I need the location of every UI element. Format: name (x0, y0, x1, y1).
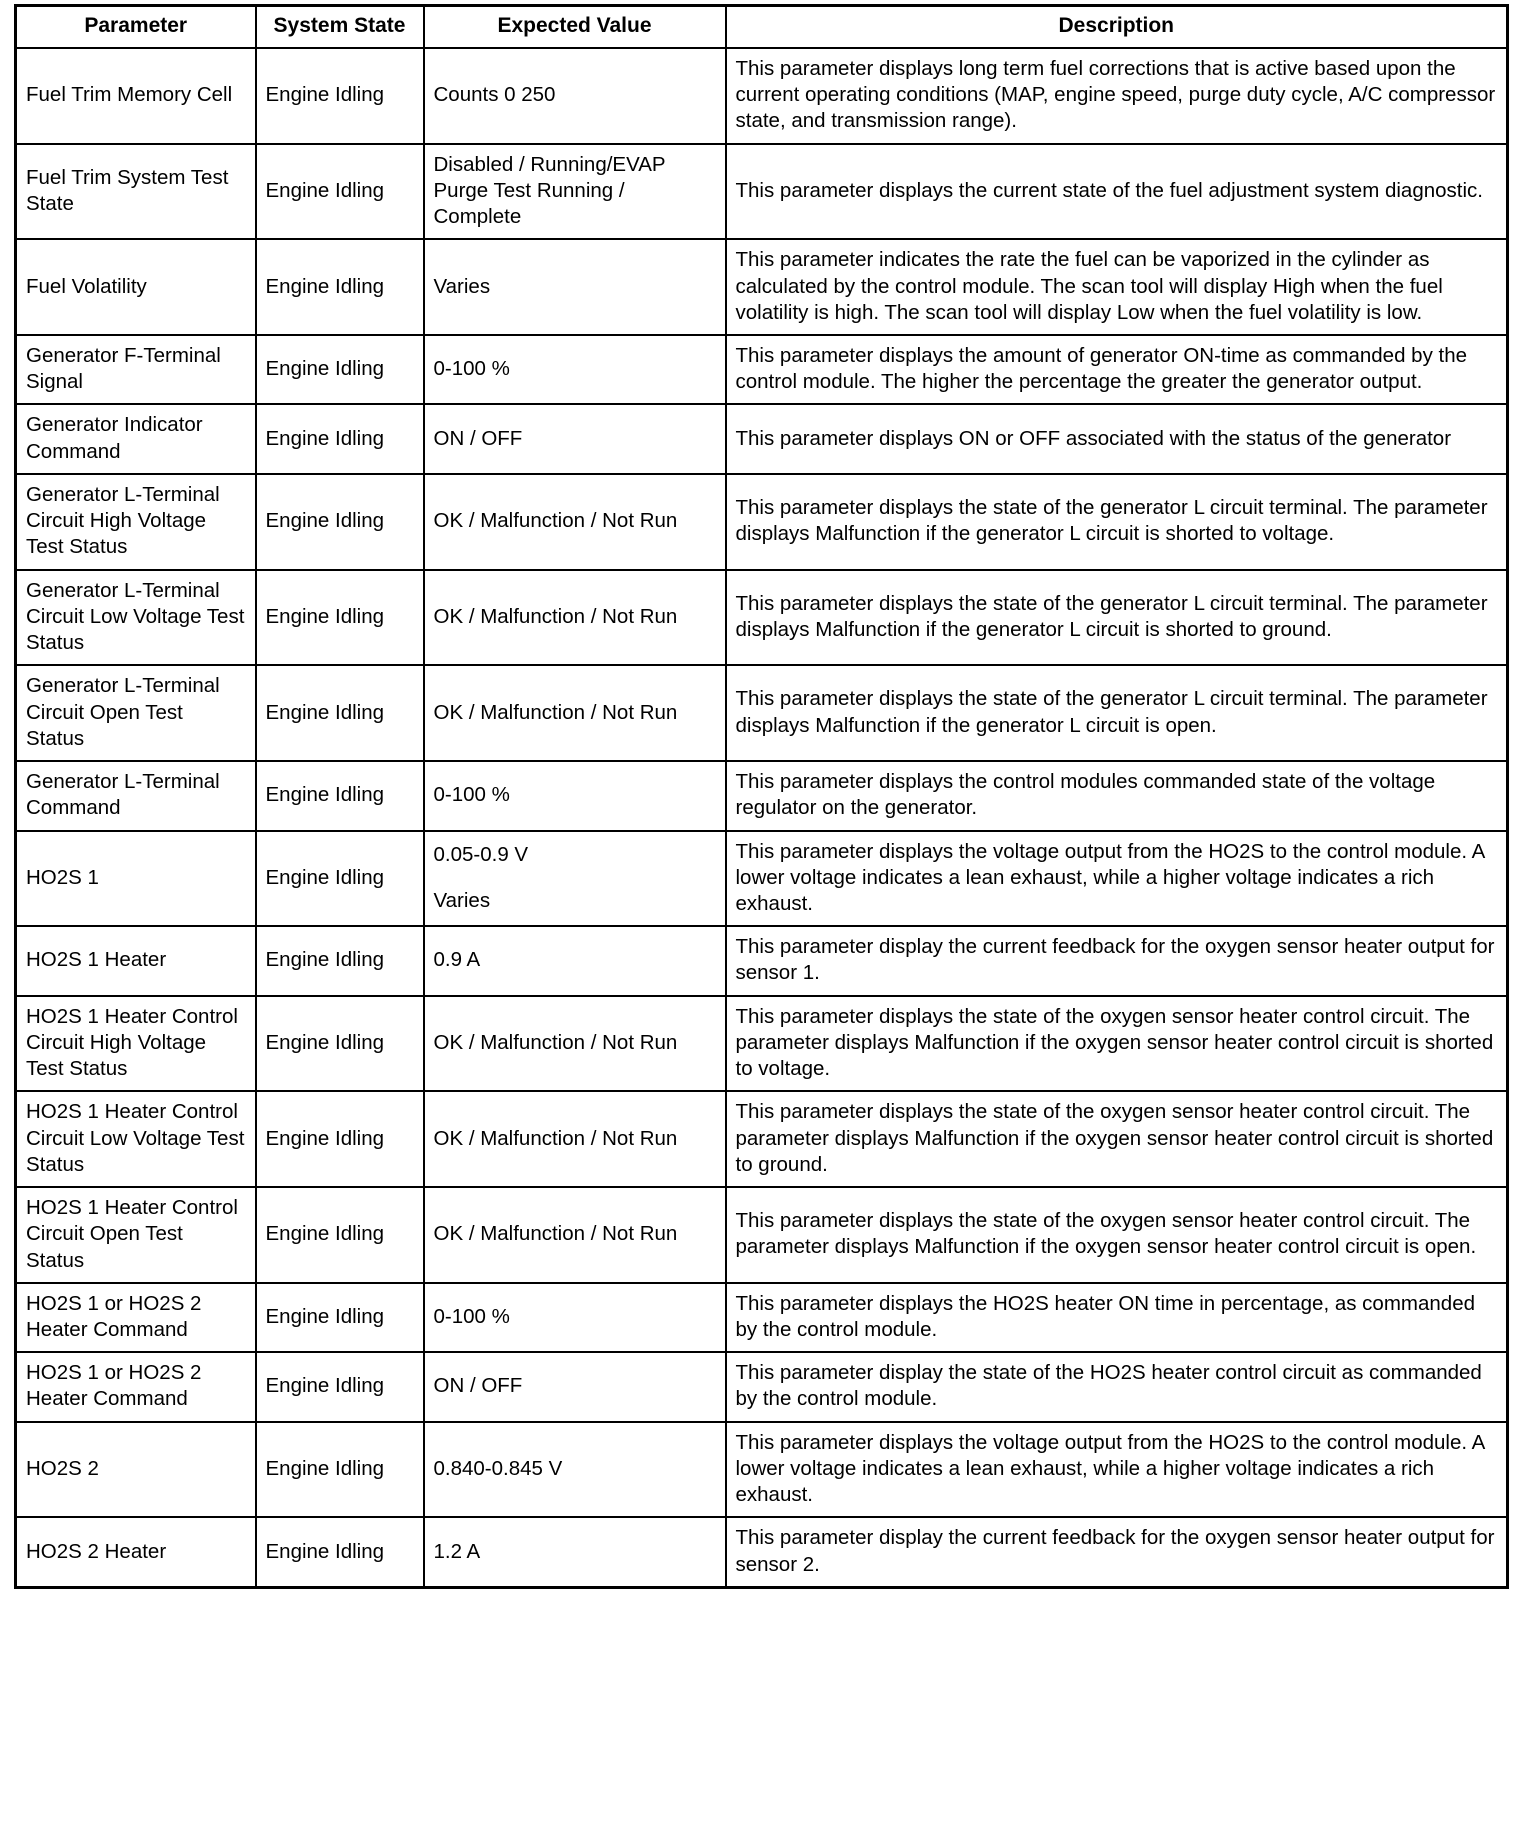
cell-description: This parameter displays the voltage output from the HO2S to the control module. A lower voltage indicates a lean exhaust, while a higher voltage indicates a rich exhaust. (726, 1422, 1508, 1518)
table-row (16, 761, 1508, 830)
cell-description: This parameter displays the state of the oxygen sensor heater control circuit. The parameter displays Malfunction if the oxygen sensor heater control circuit is shorted to voltage. (726, 996, 1508, 1092)
cell-parameter: Fuel Trim Memory Cell (16, 48, 256, 144)
cell-expected-value: OK / Malfunction / Not Run (424, 1187, 726, 1283)
cell-description: This parameter displays the state of the oxygen sensor heater control circuit. The parameter displays Malfunction if the oxygen sensor heater control circuit is open. (726, 1187, 1508, 1283)
cell-expected-value: Disabled / Running/EVAP Purge Test Running / Complete (424, 144, 726, 240)
cell-expected-value: OK / Malfunction / Not Run (424, 570, 726, 666)
cell-system-state: Engine Idling (256, 1283, 424, 1352)
cell-system-state: Engine Idling (256, 335, 424, 404)
cell-system-state: Engine Idling (256, 926, 424, 995)
cell-parameter: HO2S 2 Heater (16, 1517, 256, 1587)
table-row (16, 1517, 1508, 1587)
cell-expected-value: 1.2 A (424, 1517, 726, 1587)
cell-expected-value: OK / Malfunction / Not Run (424, 996, 726, 1092)
cell-expected-value: Varies (424, 239, 726, 335)
table-row (16, 48, 1508, 144)
cell-description: This parameter displays the state of the generator L circuit terminal. The parameter displays Malfunction if the generator L circuit is shorted to voltage. (726, 474, 1508, 570)
cell-parameter: HO2S 1 Heater Control Circuit High Voltage Test Status (16, 996, 256, 1092)
table-body (16, 48, 1508, 1588)
cell-expected-value: OK / Malfunction / Not Run (424, 1091, 726, 1187)
table-row (16, 404, 1508, 473)
table-header-row (16, 6, 1508, 48)
cell-description: This parameter displays ON or OFF associated with the status of the generator (726, 404, 1508, 473)
cell-expected-value: ON / OFF (424, 404, 726, 473)
cell-expected-value: OK / Malfunction / Not Run (424, 474, 726, 570)
column-header-parameter: Parameter (16, 6, 256, 48)
cell-parameter: HO2S 2 (16, 1422, 256, 1518)
cell-system-state: Engine Idling (256, 1091, 424, 1187)
cell-expected-value: 0-100 % (424, 1283, 726, 1352)
cell-parameter: HO2S 1 or HO2S 2 Heater Command (16, 1352, 256, 1421)
cell-expected-value: 0.9 A (424, 926, 726, 995)
table-row (16, 996, 1508, 1092)
table-row (16, 1091, 1508, 1187)
cell-expected-value: 0-100 % (424, 761, 726, 830)
table-row (16, 1352, 1508, 1421)
table-row (16, 570, 1508, 666)
cell-expected-value: Counts 0 250 (424, 48, 726, 144)
cell-expected-value: 0.840-0.845 V (424, 1422, 726, 1518)
cell-parameter: Fuel Trim System Test State (16, 144, 256, 240)
cell-system-state: Engine Idling (256, 404, 424, 473)
cell-description: This parameter display the current feedback for the oxygen sensor heater output for sensor 2. (726, 1517, 1508, 1587)
table-row (16, 335, 1508, 404)
cell-parameter: HO2S 1 or HO2S 2 Heater Command (16, 1283, 256, 1352)
cell-description: This parameter displays the amount of generator ON-time as commanded by the control module. The higher the percentage the greater the generator output. (726, 335, 1508, 404)
cell-system-state: Engine Idling (256, 1352, 424, 1421)
table-row (16, 926, 1508, 995)
cell-description: This parameter displays the voltage output from the HO2S to the control module. A lower voltage indicates a lean exhaust, while a higher voltage indicates a rich exhaust. (726, 831, 1508, 927)
cell-parameter: HO2S 1 Heater Control Circuit Low Voltage Test Status (16, 1091, 256, 1187)
cell-parameter: Generator L-Terminal Command (16, 761, 256, 830)
cell-expected-value: OK / Malfunction / Not Run (424, 665, 726, 761)
cell-system-state: Engine Idling (256, 665, 424, 761)
expected-value-line-secondary: Varies (433, 888, 491, 912)
table-row (16, 831, 1508, 927)
cell-parameter: HO2S 1 Heater (16, 926, 256, 995)
cell-parameter: Generator Indicator Command (16, 404, 256, 473)
cell-description: This parameter displays long term fuel corrections that is active based upon the current operating conditions (MAP, engine speed, purge duty cycle, A/C compressor state, and transmission range). (726, 48, 1508, 144)
cell-description: This parameter displays the state of the generator L circuit terminal. The parameter displays Malfunction if the generator L circuit is open. (726, 665, 1508, 761)
cell-parameter: Generator L-Terminal Circuit High Voltage Test Status (16, 474, 256, 570)
table-row (16, 1283, 1508, 1352)
cell-expected-value: ON / OFF (424, 1352, 726, 1421)
table-row (16, 1422, 1508, 1518)
cell-description: This parameter displays the state of the generator L circuit terminal. The parameter displays Malfunction if the generator L circuit is shorted to ground. (726, 570, 1508, 666)
cell-system-state: Engine Idling (256, 48, 424, 144)
cell-parameter: Generator L-Terminal Circuit Open Test Status (16, 665, 256, 761)
cell-parameter: Generator L-Terminal Circuit Low Voltage Test Status (16, 570, 256, 666)
cell-system-state: Engine Idling (256, 144, 424, 240)
expected-value-line: 0.05-0.9 V (433, 842, 529, 866)
cell-system-state: Engine Idling (256, 831, 424, 927)
cell-system-state: Engine Idling (256, 1422, 424, 1518)
table-row (16, 144, 1508, 240)
column-header-description: Description (726, 6, 1508, 48)
parameter-table (14, 4, 1509, 1589)
cell-description: This parameter display the current feedback for the oxygen sensor heater output for sensor 1. (726, 926, 1508, 995)
cell-description: This parameter display the state of the HO2S heater control circuit as commanded by the control module. (726, 1352, 1508, 1421)
cell-system-state: Engine Idling (256, 474, 424, 570)
column-header-expected-value: Expected Value (424, 6, 726, 48)
cell-description: This parameter indicates the rate the fuel can be vaporized in the cylinder as calculated by the control module. The scan tool will display High when the fuel volatility is high. The scan tool will display Low when the fuel volatility is low. (726, 239, 1508, 335)
cell-description: This parameter displays the state of the oxygen sensor heater control circuit. The parameter displays Malfunction if the oxygen sensor heater control circuit is shorted to ground. (726, 1091, 1508, 1187)
cell-parameter: Fuel Volatility (16, 239, 256, 335)
cell-parameter: HO2S 1 (16, 831, 256, 927)
column-header-system-state: System State (256, 6, 424, 48)
cell-system-state: Engine Idling (256, 1187, 424, 1283)
cell-system-state: Engine Idling (256, 239, 424, 335)
table-row (16, 239, 1508, 335)
table-row (16, 474, 1508, 570)
cell-description: This parameter displays the HO2S heater ON time in percentage, as commanded by the control module. (726, 1283, 1508, 1352)
cell-parameter: Generator F-Terminal Signal (16, 335, 256, 404)
cell-system-state: Engine Idling (256, 1517, 424, 1587)
cell-description: This parameter displays the control modules commanded state of the voltage regulator on the generator. (726, 761, 1508, 830)
cell-expected-value: 0-100 % (424, 335, 726, 404)
cell-expected-value (424, 831, 726, 927)
cell-description: This parameter displays the current state of the fuel adjustment system diagnostic. (726, 144, 1508, 240)
table-header (16, 6, 1508, 48)
table-row (16, 1187, 1508, 1283)
table-row (16, 665, 1508, 761)
cell-system-state: Engine Idling (256, 996, 424, 1092)
cell-system-state: Engine Idling (256, 761, 424, 830)
cell-system-state: Engine Idling (256, 570, 424, 666)
cell-parameter: HO2S 1 Heater Control Circuit Open Test Status (16, 1187, 256, 1283)
